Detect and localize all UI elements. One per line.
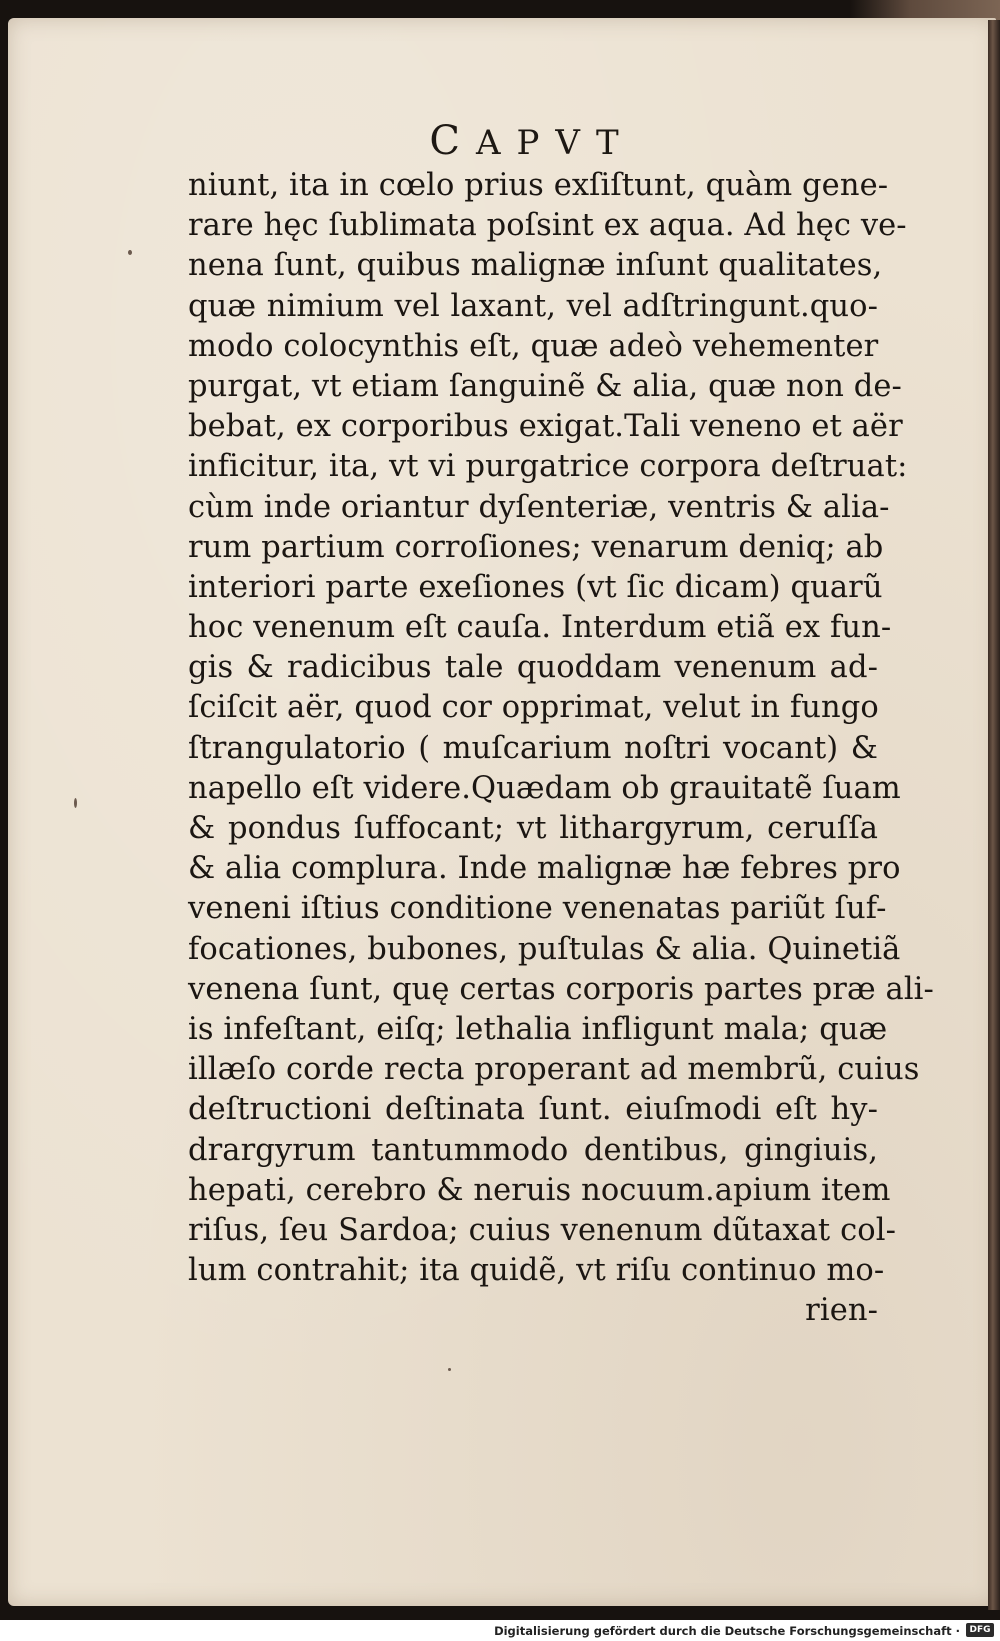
text-line: napello eſt videre.Quædam ob grauitatẽ ſuam — [188, 770, 901, 806]
text-line: lum contrahit; ita quidẽ, vt riſu continuo mo- — [188, 1253, 885, 1289]
text-line: drargyrum tantummodo dentibus, gingiuis, — [188, 1132, 878, 1168]
text-line: purgat, vt etiam ſanguinẽ & alia, quæ non de- — [188, 368, 902, 404]
text-line: quæ nimium vel laxant, vel adſtringunt.quo- — [188, 288, 878, 324]
footer-bar — [0, 1620, 1000, 1641]
text-line: venena ſunt, quę certas corporis partes præ ali- — [188, 971, 934, 1007]
text-line: riſus, ſeu Sardoa; cuius venenum dũtaxat col- — [188, 1212, 896, 1248]
footer-credit: Digitalisierung gefördert durch die Deutsche Forschungsgemeinschaft · — [494, 1624, 960, 1638]
book-edge — [988, 20, 1000, 1610]
text-line: ſciſcit aër, quod cor opprimat, velut in fungo — [188, 690, 879, 726]
text-line: ſtrangulatorio ( muſcarium noſtri vocant) & — [188, 730, 878, 766]
header-initial: C — [429, 118, 476, 164]
text-line: bebat, ex corporibus exigat.Tali veneno et aër — [188, 409, 903, 445]
text-line: rum partium corroſiones; venarum deniq; ab — [188, 529, 884, 565]
text-line: deſtructioni deſtinata ſunt. eiuſmodi eſt hy- — [188, 1092, 878, 1128]
page-header — [38, 118, 1000, 164]
text-line: is infeſtant, eiſq; lethalia infligunt mala; quæ — [188, 1011, 888, 1047]
text-line: hoc venenum eſt cauſa. Interdum etiã ex fun- — [188, 610, 892, 646]
header-rest: APVT — [475, 123, 635, 163]
text-line: cùm inde oriantur dyſenteriæ, ventris & alia- — [188, 489, 890, 525]
text-line: illæſo corde recta properant ad membrũ, cuius — [188, 1052, 920, 1088]
text-line: hepati, cerebro & neruis nocuum.apium item — [188, 1172, 891, 1208]
page-speck — [74, 798, 77, 808]
text-line: interiori parte exeſiones (vt ſic dicam) quarũ — [188, 569, 883, 605]
text-line: modo colocynthis eſt, quæ adeò vehementer — [188, 328, 879, 364]
text-line: focationes, bubones, puſtulas & alia. Quinetiã — [188, 931, 901, 967]
text-line: gis & radicibus tale quoddam venenum ad- — [188, 650, 878, 686]
catchword: rien- — [805, 1293, 878, 1329]
text-line: inficitur, ita, vt vi purgatrice corpora deſtruat: — [188, 449, 908, 485]
text-line: rare hęc ſublimata poſsint ex aqua. Ad hęc ve- — [188, 208, 907, 244]
text-line: & pondus ſuffocant; vt lithargyrum, ceruſſa — [188, 811, 878, 846]
page-speck — [448, 1368, 451, 1371]
book-page — [8, 18, 996, 1606]
page-speck — [128, 250, 132, 255]
text-line: nena ſunt, quibus malignæ inſunt qualitates, — [188, 248, 883, 284]
dfg-logo: DFG — [966, 1623, 994, 1637]
text-line: & alia complura. Inde malignæ hæ febres pro — [188, 851, 901, 887]
body-text — [188, 166, 934, 1331]
text-line: veneni iſtius conditione venenatas pariũt ſuf- — [188, 891, 887, 927]
text-line: niunt, ita in cœlo prius exſiſtunt, quàm gene- — [188, 168, 889, 203]
